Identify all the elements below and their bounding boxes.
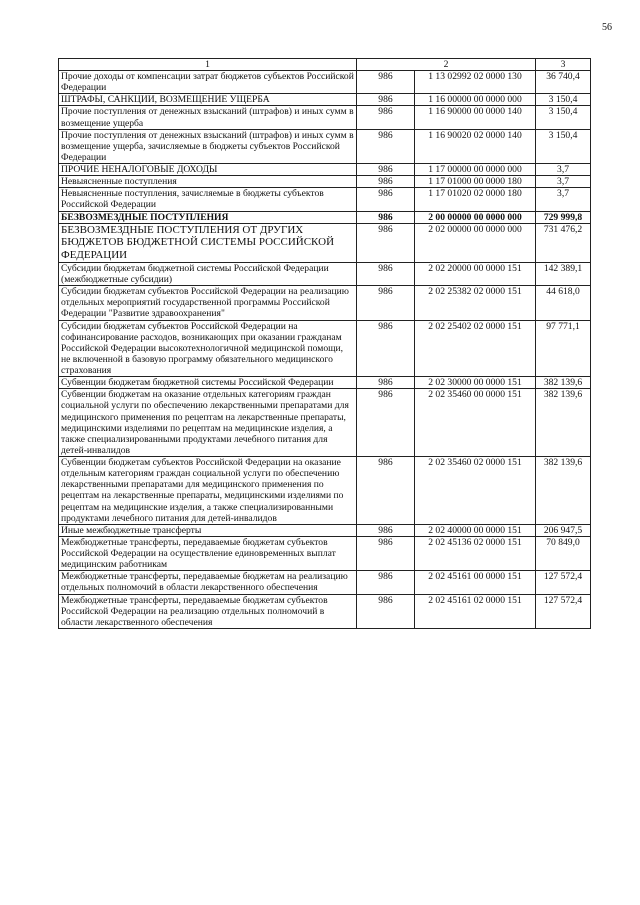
table-row	[59, 524, 591, 536]
row-admin-code-cell: 986	[357, 594, 415, 628]
table-row	[59, 176, 591, 188]
row-budget-code-cell: 1 17 01020 02 0000 180	[415, 188, 536, 211]
row-name-cell: Субвенции бюджетам бюджетной системы Российской Федерации	[59, 377, 357, 389]
row-budget-code-cell: 2 02 25402 02 0000 151	[415, 320, 536, 377]
row-amount-cell: 70 849,0	[536, 536, 591, 570]
row-admin-code-cell: 986	[357, 536, 415, 570]
row-budget-code-cell: 2 02 40000 00 0000 151	[415, 524, 536, 536]
header-col-2: 2	[357, 59, 536, 71]
row-admin-code-cell: 986	[357, 571, 415, 594]
row-amount-cell: 3 150,4	[536, 106, 591, 129]
row-amount-cell: 127 572,4	[536, 594, 591, 628]
table-row	[59, 262, 591, 285]
table-row	[59, 320, 591, 377]
row-admin-code-cell: 986	[357, 188, 415, 211]
row-amount-cell: 382 139,6	[536, 377, 591, 389]
row-amount-cell: 729 999,8	[536, 211, 591, 223]
row-amount-cell: 142 389,1	[536, 262, 591, 285]
row-name-cell: БЕЗВОЗМЕЗДНЫЕ ПОСТУПЛЕНИЯ	[59, 211, 357, 223]
row-amount-cell: 3,7	[536, 164, 591, 176]
row-budget-code-cell: 1 13 02992 02 0000 130	[415, 71, 536, 94]
table-row	[59, 457, 591, 525]
row-admin-code-cell: 986	[357, 129, 415, 163]
row-name-cell: Межбюджетные трансферты, передаваемые бюджетам на реализацию отдельных полномочий в области лекарственного обеспечения	[59, 571, 357, 594]
row-amount-cell: 206 947,5	[536, 524, 591, 536]
row-name-cell: ШТРАФЫ, САНКЦИИ, ВОЗМЕЩЕНИЕ УЩЕРБА	[59, 94, 357, 106]
row-budget-code-cell: 1 17 01000 00 0000 180	[415, 176, 536, 188]
row-admin-code-cell: 986	[357, 211, 415, 223]
table-row	[59, 223, 591, 262]
row-budget-code-cell: 2 02 45161 00 0000 151	[415, 571, 536, 594]
row-name-cell: Субвенции бюджетам субъектов Российской Федерации на оказание отдельным категориям граждан социальной услуги по обеспечению лекарственными препаратами для медицинского применения по рецептам на лекарственные препараты, медицинскими изделиями по рецептам на медицинские изделия, а также специализированными продуктами лечебного питания для детей-инвалидов	[59, 457, 357, 525]
table-row	[59, 286, 591, 320]
row-admin-code-cell: 986	[357, 377, 415, 389]
row-budget-code-cell: 2 00 00000 00 0000 000	[415, 211, 536, 223]
row-budget-code-cell: 2 02 30000 00 0000 151	[415, 377, 536, 389]
header-col-1: 1	[59, 59, 357, 71]
row-name-cell: Невыясненные поступления, зачисляемые в бюджеты субъектов Российской Федерации	[59, 188, 357, 211]
row-budget-code-cell: 2 02 35460 00 0000 151	[415, 389, 536, 457]
table-row	[59, 389, 591, 457]
row-budget-code-cell: 2 02 45136 02 0000 151	[415, 536, 536, 570]
row-budget-code-cell: 2 02 25382 02 0000 151	[415, 286, 536, 320]
row-admin-code-cell: 986	[357, 164, 415, 176]
row-admin-code-cell: 986	[357, 524, 415, 536]
row-name-cell: Субсидии бюджетам субъектов Российской Федерации на софинансирование расходов, возникающих при оказании гражданам Российской Федерации высокотехнологичной медицинской помощи, не включенной в базовую программу обязательного медицинского страхования	[59, 320, 357, 377]
row-amount-cell: 127 572,4	[536, 571, 591, 594]
header-col-3: 3	[536, 59, 591, 71]
row-admin-code-cell: 986	[357, 286, 415, 320]
row-admin-code-cell: 986	[357, 176, 415, 188]
row-amount-cell: 44 618,0	[536, 286, 591, 320]
row-name-cell: Прочие поступления от денежных взысканий (штрафов) и иных сумм в возмещение ущерба	[59, 106, 357, 129]
row-budget-code-cell: 2 02 35460 02 0000 151	[415, 457, 536, 525]
page-number: 56	[602, 22, 612, 33]
row-admin-code-cell: 986	[357, 223, 415, 262]
row-admin-code-cell: 986	[357, 262, 415, 285]
row-admin-code-cell: 986	[357, 457, 415, 525]
row-name-cell: Иные межбюджетные трансферты	[59, 524, 357, 536]
row-budget-code-cell: 1 16 90020 02 0000 140	[415, 129, 536, 163]
row-admin-code-cell: 986	[357, 71, 415, 94]
table-row	[59, 164, 591, 176]
table-row	[59, 71, 591, 94]
row-amount-cell: 382 139,6	[536, 389, 591, 457]
row-budget-code-cell: 1 17 00000 00 0000 000	[415, 164, 536, 176]
table-header-row	[59, 59, 591, 71]
row-amount-cell: 3,7	[536, 188, 591, 211]
row-name-cell: Субсидии бюджетам субъектов Российской Федерации на реализацию отдельных мероприятий государственной программы Российской Федерации "Развитие здравоохранения"	[59, 286, 357, 320]
row-amount-cell: 97 771,1	[536, 320, 591, 377]
table-row	[59, 536, 591, 570]
table-row	[59, 129, 591, 163]
table-body	[59, 71, 591, 629]
table-row	[59, 571, 591, 594]
row-amount-cell: 3 150,4	[536, 94, 591, 106]
table-row	[59, 377, 591, 389]
row-name-cell: Межбюджетные трансферты, передаваемые бюджетам субъектов Российской Федерации на осуществление единовременных выплат медицинским работникам	[59, 536, 357, 570]
table-row	[59, 106, 591, 129]
table-row	[59, 94, 591, 106]
row-budget-code-cell: 1 16 00000 00 0000 000	[415, 94, 536, 106]
row-budget-code-cell: 2 02 45161 02 0000 151	[415, 594, 536, 628]
row-budget-code-cell: 2 02 00000 00 0000 000	[415, 223, 536, 262]
row-amount-cell: 382 139,6	[536, 457, 591, 525]
row-amount-cell: 731 476,2	[536, 223, 591, 262]
table-row	[59, 188, 591, 211]
row-admin-code-cell: 986	[357, 389, 415, 457]
row-amount-cell: 3 150,4	[536, 129, 591, 163]
row-name-cell: Прочие доходы от компенсации затрат бюджетов субъектов Российской Федерации	[59, 71, 357, 94]
row-budget-code-cell: 2 02 20000 00 0000 151	[415, 262, 536, 285]
row-name-cell: Межбюджетные трансферты, передаваемые бюджетам субъектов Российской Федерации на реализацию отдельных полномочий в области лекарственного обеспечения	[59, 594, 357, 628]
row-admin-code-cell: 986	[357, 320, 415, 377]
budget-revenue-table	[58, 58, 591, 629]
row-admin-code-cell: 986	[357, 106, 415, 129]
row-admin-code-cell: 986	[357, 94, 415, 106]
row-name-cell: Прочие поступления от денежных взысканий (штрафов) и иных сумм в возмещение ущерба, зачисляемые в бюджеты субъектов Российской Федерации	[59, 129, 357, 163]
table-row	[59, 211, 591, 223]
row-name-cell: Субсидии бюджетам бюджетной системы Российской Федерации (межбюджетные субсидии)	[59, 262, 357, 285]
row-name-cell: Невыясненные поступления	[59, 176, 357, 188]
row-budget-code-cell: 1 16 90000 00 0000 140	[415, 106, 536, 129]
row-amount-cell: 3,7	[536, 176, 591, 188]
row-name-cell: Субвенции бюджетам на оказание отдельных категориям граждан социальной услуги по обеспечению лекарственными препаратами для медицинского применения по рецептам на лекарственные препараты, медицинскими изделиями по рецептам на медицинские изделия, а также специализированными продуктами лечебного питания для детей-инвалидов	[59, 389, 357, 457]
row-amount-cell: 36 740,4	[536, 71, 591, 94]
table-row	[59, 594, 591, 628]
row-name-cell: ПРОЧИЕ НЕНАЛОГОВЫЕ ДОХОДЫ	[59, 164, 357, 176]
row-name-cell: БЕЗВОЗМЕЗДНЫЕ ПОСТУПЛЕНИЯ ОТ ДРУГИХ БЮДЖЕТОВ БЮДЖЕТНОЙ СИСТЕМЫ РОССИЙСКОЙ ФЕДЕРАЦИИ	[59, 223, 357, 262]
